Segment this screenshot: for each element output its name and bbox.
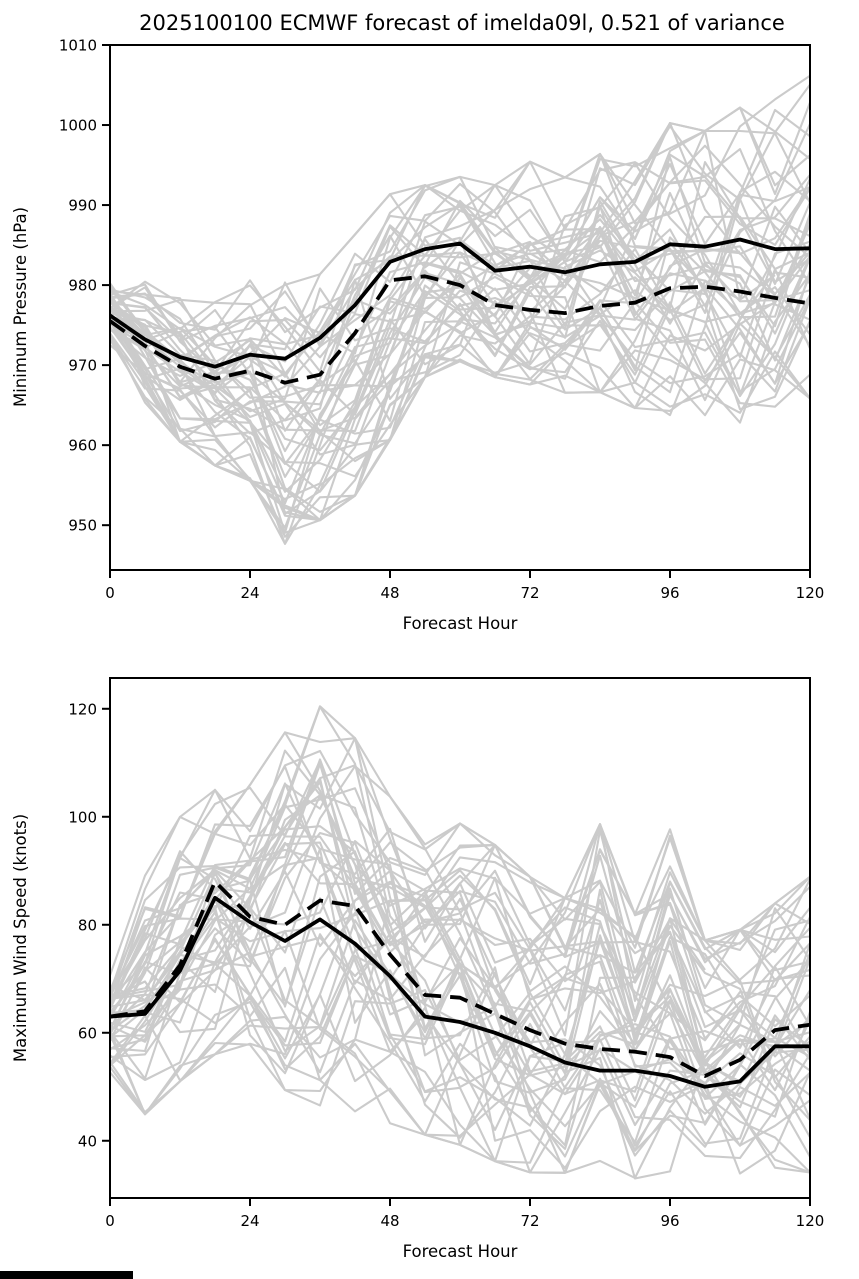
x-tick-label: 48 [380,584,400,602]
x-tick-label: 24 [240,584,260,602]
wind-panel [68,678,824,1230]
figure-title: 2025100100 ECMWF forecast of imelda09l, 0.521 of variance [139,11,785,35]
y-tick-label: 100 [68,808,97,827]
y-tick-label: 40 [77,1132,97,1151]
pressure-panel [59,37,825,603]
y-axis-label: Maximum Wind Speed (knots) [11,813,30,1063]
x-tick-label: 48 [380,1212,400,1230]
x-tick-label: 96 [660,584,680,602]
y-tick-label: 1000 [58,116,97,135]
x-tick-label: 72 [520,1212,540,1230]
y-tick-label: 950 [68,516,97,535]
y-tick-label: 990 [68,196,97,215]
y-tick-label: 1010 [58,36,97,55]
y-tick-label: 120 [68,700,97,719]
x-tick-label: 24 [240,1212,260,1230]
y-tick-label: 80 [77,916,97,935]
y-axis-label: Minimum Pressure (hPa) [11,206,30,408]
x-axis-label: Forecast Hour [402,614,518,633]
x-tick-label: 120 [795,584,825,602]
y-tick-label: 970 [68,356,97,375]
x-tick-label: 120 [795,1212,825,1230]
y-tick-label: 960 [68,436,97,455]
x-axis-label: Forecast Hour [402,1242,518,1261]
plot-area [110,76,810,544]
y-tick-label: 60 [77,1024,97,1043]
x-tick-label: 96 [660,1212,680,1230]
ensemble-member-line [110,146,810,455]
plot-area [110,706,810,1178]
y-tick-label: 980 [68,276,97,295]
x-tick-label: 0 [105,584,115,602]
screen-artifact-bar [0,1271,133,1279]
x-tick-label: 0 [105,1212,115,1230]
x-tick-label: 72 [520,584,540,602]
